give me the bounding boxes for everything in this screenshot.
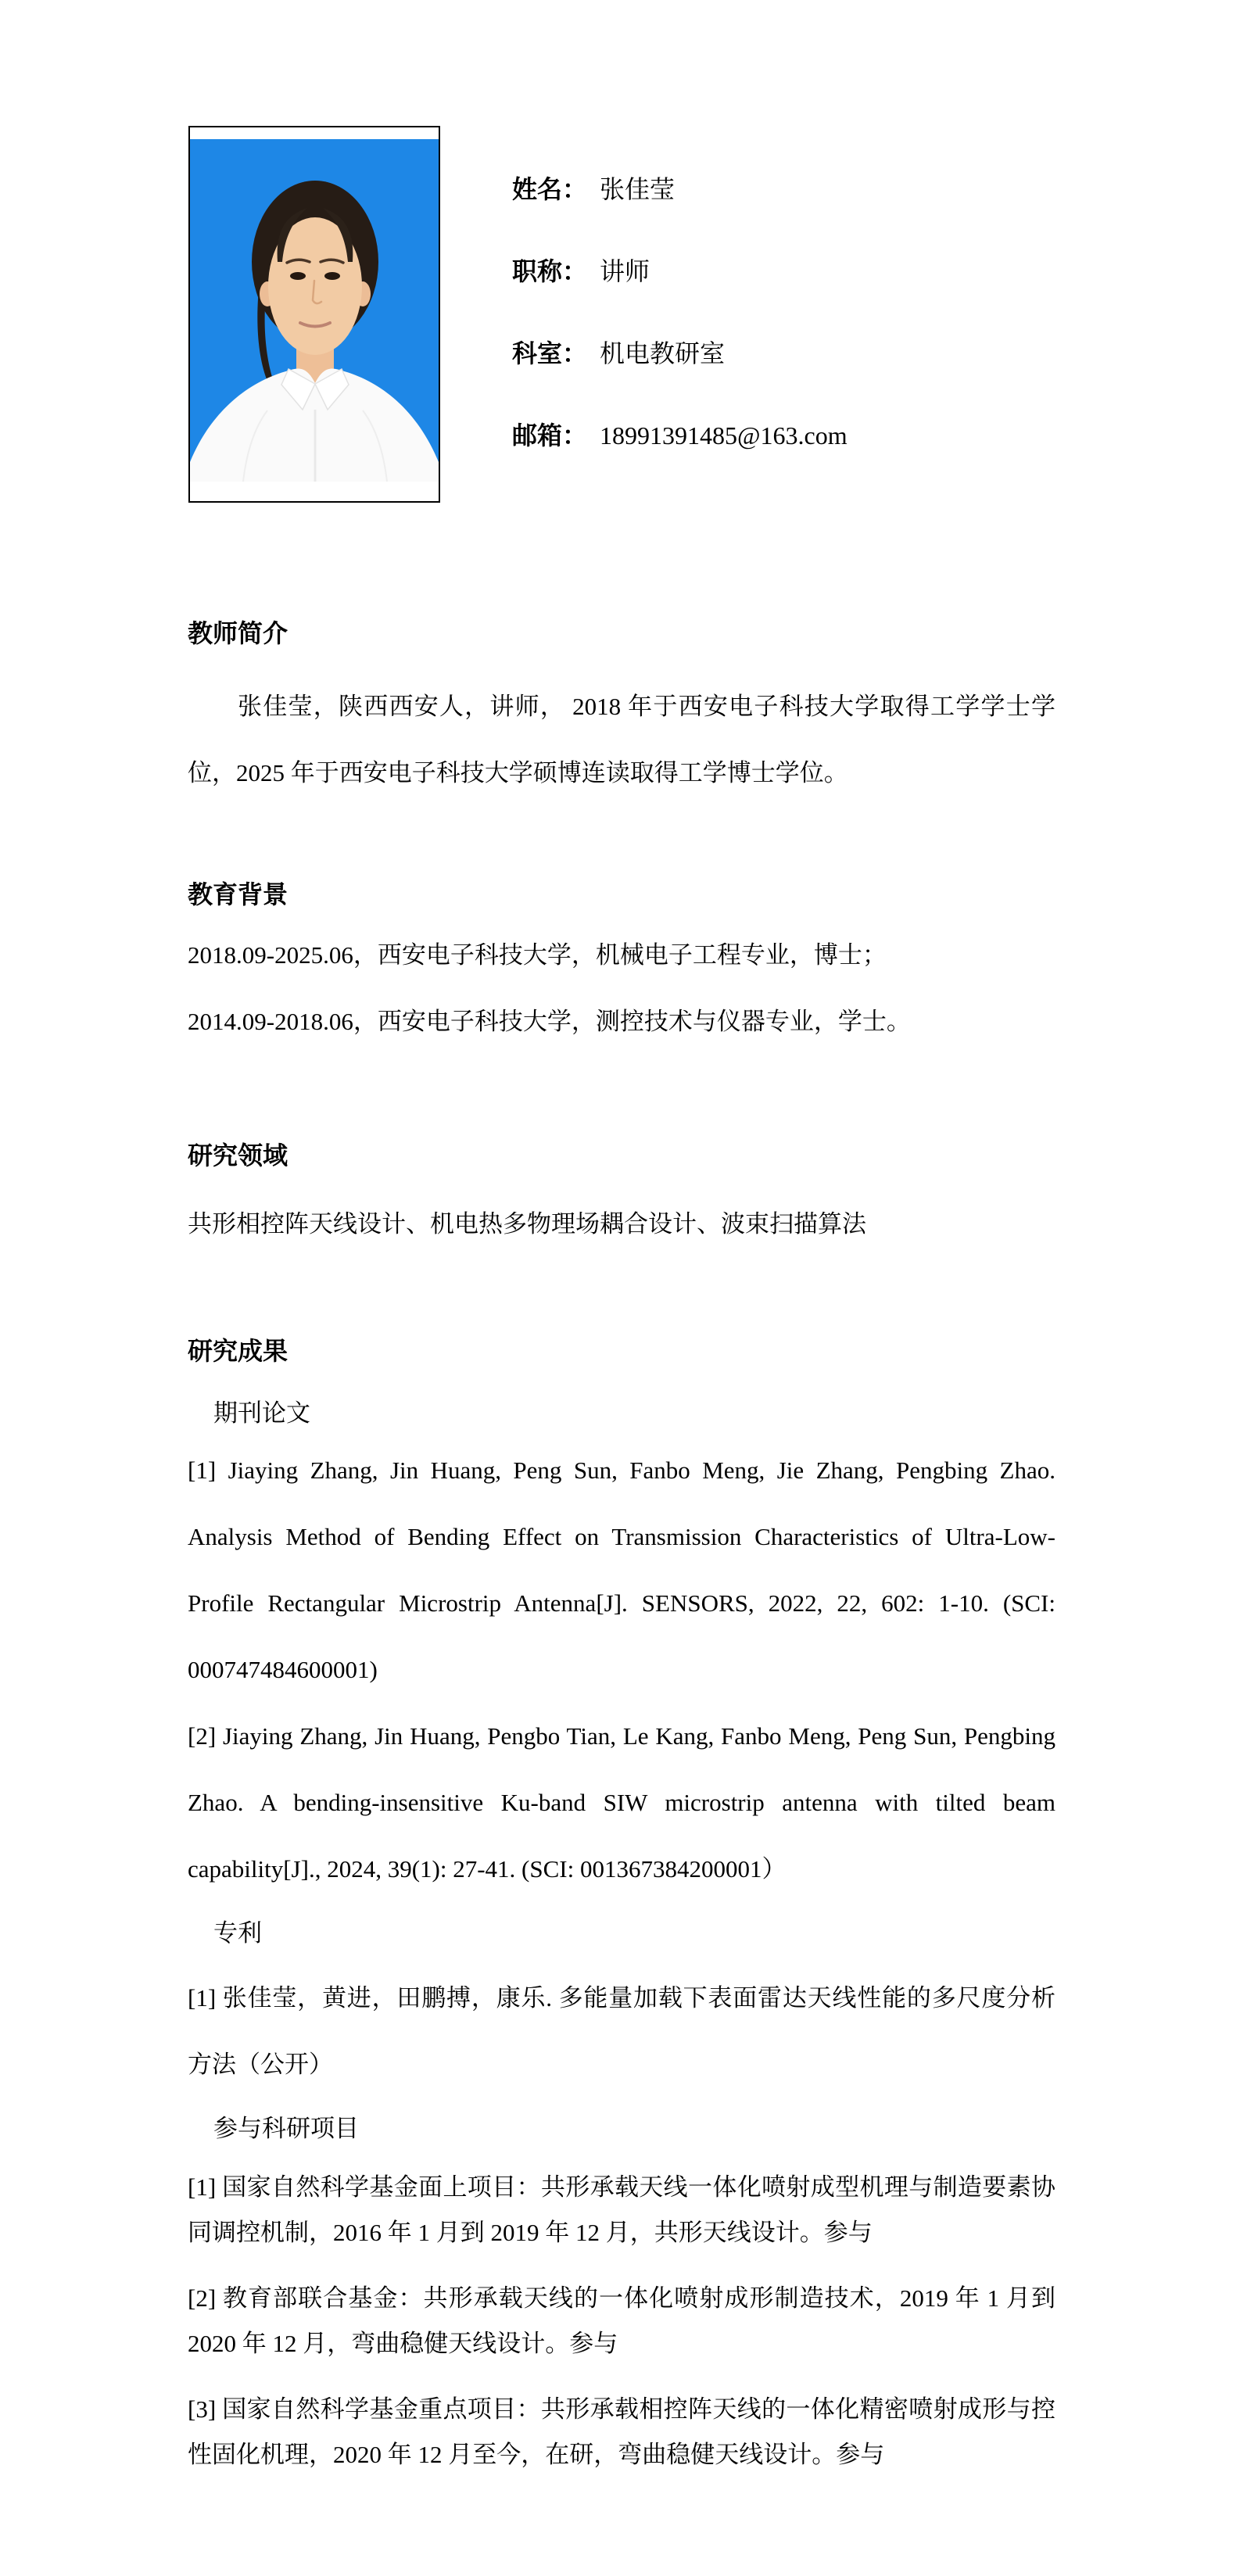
subheading-projects: 参与科研项目 [213, 2115, 359, 2142]
name-value: 张佳莹 [600, 175, 676, 203]
department-label: 科室： [512, 339, 588, 367]
journal-paper-list [188, 1437, 1055, 1902]
patent-list [188, 1965, 1055, 2098]
project-item: [3] 国家自然科学基金重点项目：共形承载相控阵天线的一体化精密喷射成形与控性固化机理，2020 年 12 月至今，在研，弯曲稳健天线设计。参与 [188, 2395, 1055, 2468]
patent-item: [1] 张佳莹，黄进，田鹏搏，康乐. 多能量加载下表面雷达天线性能的多尺度分析方法（公开） [188, 1984, 1055, 2078]
intro-paragraph: 张佳莹，陕西西安人，讲师， 2018 年于西安电子科技大学取得工学学士学位，2025 年于西安电子科技大学硕博连读取得工学博士学位。 [188, 693, 1055, 786]
education-item: 2018.09-2025.06，西安电子科技大学，机械电子工程专业，博士； [188, 941, 887, 969]
info-row-name [512, 174, 675, 205]
journal-paper-item: [1] Jiaying Zhang, Jin Huang, Peng Sun, Fanbo Meng, Jie Zhang, Pengbing Zhao. Analysis Method of Bending Effect on Transmission Characteristics of Ultra-Low-Profile Rectangular Microstrip Antenna[J]. SENSORS, 2022, 22, 602: 1-10. (SCI: 000747484600001) [188, 1456, 1055, 1683]
section-title-intro: 教师简介 [188, 619, 288, 647]
profile-photo [188, 126, 440, 503]
project-item: [2] 教育部联合基金：共形承载天线的一体化喷射成形制造技术，2019 年 1 月到 2020 年 12 月，弯曲稳健天线设计。参与 [188, 2284, 1055, 2357]
email-label: 邮箱： [512, 421, 588, 450]
section-title-research-fields: 研究领域 [188, 1141, 288, 1170]
portrait-illustration [190, 127, 439, 501]
intro-paragraph-block [188, 673, 1055, 806]
info-row-title [512, 256, 650, 287]
info-row-email [512, 420, 848, 451]
title-label: 职称： [512, 257, 588, 285]
info-row-department [512, 338, 725, 369]
research-fields-text: 共形相控阵天线设计、机电热多物理场耦合设计、波束扫描算法 [188, 1210, 866, 1238]
research-fields-block [188, 1191, 1055, 1257]
department-value: 机电教研室 [600, 339, 726, 367]
section-title-achievements: 研究成果 [188, 1337, 288, 1365]
subheading-patents: 专利 [213, 1919, 262, 1947]
title-value: 讲师 [600, 257, 650, 285]
section-title-education: 教育背景 [188, 880, 288, 908]
education-list [188, 922, 1055, 1055]
project-list [188, 2165, 1055, 2498]
email-value: 18991391485@163.com [600, 421, 848, 450]
journal-paper-item: [2] Jiaying Zhang, Jin Huang, Pengbo Tian, Le Kang, Fanbo Meng, Peng Sun, Pengbing Zhao. A bending-insensitive Ku-band SIW microstrip antenna with tilted beam capability[J]., 2024, 39(1): 27-41. (SCI: 001367384200001） [188, 1722, 1055, 1883]
project-item: [1] 国家自然科学基金面上项目：共形承载天线一体化喷射成型机理与制造要素协同调控机制，2016 年 1 月到 2019 年 12 月，共形天线设计。参与 [188, 2173, 1055, 2246]
subheading-journal-papers: 期刊论文 [213, 1399, 310, 1427]
education-item: 2014.09-2018.06，西安电子科技大学，测控技术与仪器专业，学士。 [188, 1008, 911, 1035]
name-label: 姓名： [512, 175, 588, 203]
